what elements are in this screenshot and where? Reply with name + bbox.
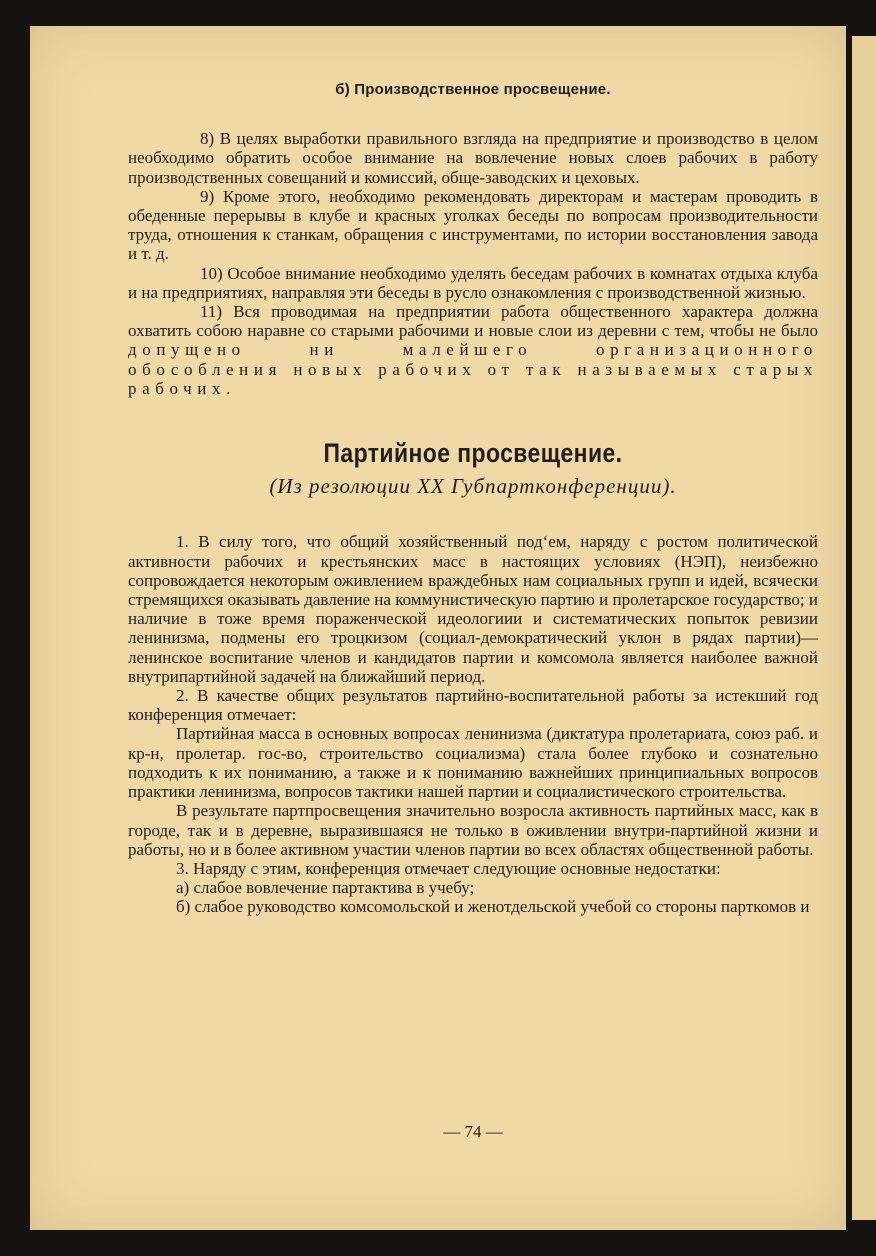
section-title-party-education: Партийное просвещение. [323, 438, 623, 469]
party-paragraph-2-detail: Партийная масса в основных вопросах ленинизма (диктатура пролетариата, союз раб. и кр-н, пролетар. гос-во, строительство социализма) стала более глубоко и сознательно подходить к их пониманию, а также и к пониманию важнейших принципиальных вопросов практики ленинизма, вопросов тактики нашей партии и социалистического строительства. [128, 724, 818, 802]
next-page-edge [852, 36, 876, 1220]
paragraph-9: 9) Кроме этого, необходимо рекомендовать директорам и мастерам проводить в обеденные перерывы в клубе и красных уголках беседы по вопросам производительности труда, отношения к станкам, обращения с инструментами, по истории восстановления завода и т. д. [128, 186, 818, 264]
resolution-source: (Из резолюции XX Губпартконференции). [269, 474, 677, 499]
shortcoming-a: а) слабое вовлечение партактива в учебу; [176, 878, 475, 898]
page-number: — 74 — [443, 1122, 503, 1141]
paragraph-11-spaced-text: допущено ни малейшего организационного обособления новых рабочих от так называемых старых рабочих. [128, 340, 818, 398]
party-paragraph-2-result: В результате партпросвещения значительно возросла активность партийных масс, как в городе, так и в деревне, выразившаяся не только в оживлении внутри-партийной жизни и работы, но и в более активном участии членов партии во всех областях общественной работы. [128, 801, 818, 859]
paragraph-10: 10) Особое внимание необходимо уделять беседам рабочих в комнатах отдыха клуба и на предприятиях, направляя эти беседы в русло ознакомления с производственной жизнью. [128, 263, 818, 302]
paragraph-11-text: 11) Вся проводимая на предприятии работа общественного характера должна охватить собою наравне со старыми рабочими и новые слои из деревни с тем, чтобы не было [128, 302, 818, 341]
party-paragraph-1: 1. В силу того, что общий хозяйственный под‘ем, наряду с ростом политической активности рабочих и крестьянских масс в настоящих условиях (НЭП), неизбежно сопровождается некоторым оживлением враждебных нам социальных групп и идей, всячески стремящихся оказывать давление на коммунистическую партию и пролетарское государство; и наличие в тоже время пораженческой идеологиии и систематических попыток ревизии ленинизма, подмены его троцкизом (социал-демократический уклон в рядах партии)—ленинское воспитание членов и кандидатов партии и комсомола является наиболее важной внутрипартийной задачей на ближайший период. [128, 532, 818, 686]
paragraph-11 [128, 302, 818, 398]
shortcoming-b: б) слабое руководство комсомольской и женотдельской учебой со стороны парткомов и [176, 897, 810, 917]
section-heading-production-education: б) Производственное просвещение. [335, 81, 611, 98]
party-paragraph-3: 3. Наряду с этим, конференция отмечает следующие основные недостатки: [176, 858, 721, 878]
paragraph-8: 8) В целях выработки правильного взгляда на предприятие и производство в целом необходимо обратить особое внимание на вовлечение новых слоев рабочих в работу производственных совещаний и комиссий, обще-заводских и цеховых. [128, 129, 818, 187]
party-paragraph-2: 2. В качестве общих результатов партийно-воспитательной работы за истекший год конференция отмечает: [128, 686, 818, 725]
page-content [128, 80, 818, 1141]
